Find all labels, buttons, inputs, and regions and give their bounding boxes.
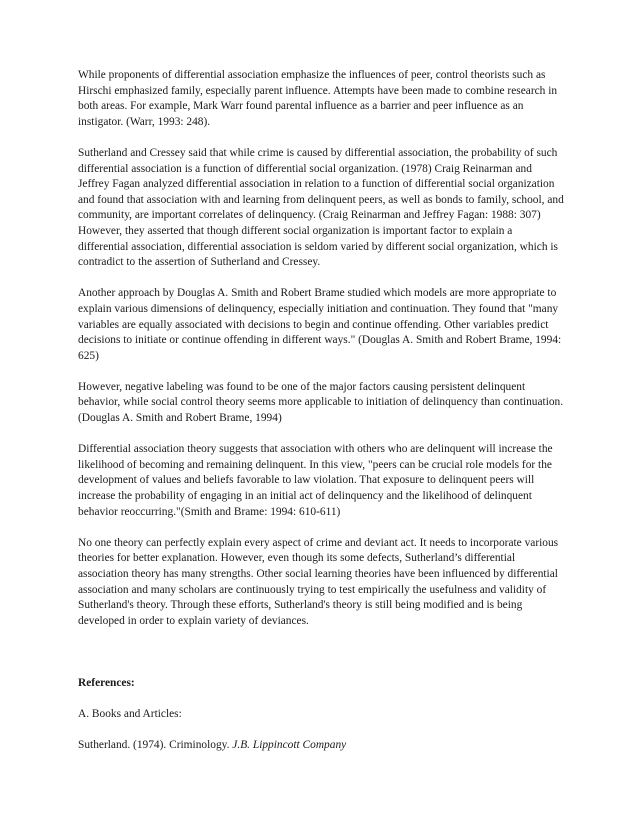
paragraph-peer-vs-family: While proponents of differential association emphasize the influences of peer, control theorists such as Hirschi emphasized family, especially parent influence. Attempts have been made to combine research in both areas. For example, Mark Warr found parental influence as a barrier and peer influence as an instigator. (Warr, 1993: 248). — [78, 69, 558, 128]
paragraph-differential-association: Differential association theory suggests that association with others who are delinquent will increase the likelihood of becoming and remaining delinquent. In this view, "peers can be crucial role models for the development of values and beliefs favorable to law violation. That exposure to delinquent peers will increase the probability of engaging in an initial act of delinquency and the likelihood of delinquent behavior reoccurring."(Smith and Brame: 1994: 610-611) — [78, 443, 553, 518]
reference-author: Sutherland. (1974). Criminology. — [78, 739, 233, 752]
document-page — [78, 68, 564, 754]
paragraph-sutherland-cressey: Sutherland and Cressey said that while crime is caused by differential association, the probability of such differential association is a function of differential social organization. (1978) Craig Reinarman and Jeffrey Fagan analyzed differential association in relation to a function of differential social organization and found that association with and learning from delinquent peers, as well as bonds to family, school, and community, are important correlates of delinquency. (Craig Reinarman and Jeffrey Fagan: 1988: 307) However, they asserted that though different social organization is important factor to explain a differential association, differential association is seldom varied by different social organization, which is contradict to the assertion of Sutherland and Cressey. — [78, 146, 564, 269]
references-heading: References: — [78, 676, 135, 689]
reference-entry — [78, 738, 564, 754]
paragraph-conclusion: No one theory can perfectly explain every aspect of crime and deviant act. It needs to incorporate various theories for better explanation. However, even though its some defects, Sutherland’s differential association theory has many strengths. Other social learning theories have been influenced by differential association and many scholars are continuously trying to test empirically the usefulness and validity of Sutherland's theory. Through these efforts, Sutherland's theory is still being modified and is being developed in order to explain variety of deviances. — [78, 536, 559, 627]
paragraph-smith-brame: Another approach by Douglas A. Smith and Robert Brame studied which models are more appropriate to explain various dimensions of delinquency, especially initiation and continuation. They found that "many variables are equally associated with decisions to begin and continue offending. Other variables predict decisions to initiate or continue offending in different ways." (Douglas A. Smith and Robert Brame, 1994: 625) — [78, 287, 562, 362]
paragraph-negative-labeling: However, negative labeling was found to be one of the major factors causing persistent delinquent behavior, while social control theory seems more applicable to initiation of delinquency than continuation. (Douglas A. Smith and Robert Brame, 1994) — [78, 380, 564, 425]
section-spacer — [78, 645, 564, 676]
references-subheading: A. Books and Articles: — [78, 708, 182, 721]
reference-publisher: J.B. Lippincott Company — [232, 739, 347, 752]
